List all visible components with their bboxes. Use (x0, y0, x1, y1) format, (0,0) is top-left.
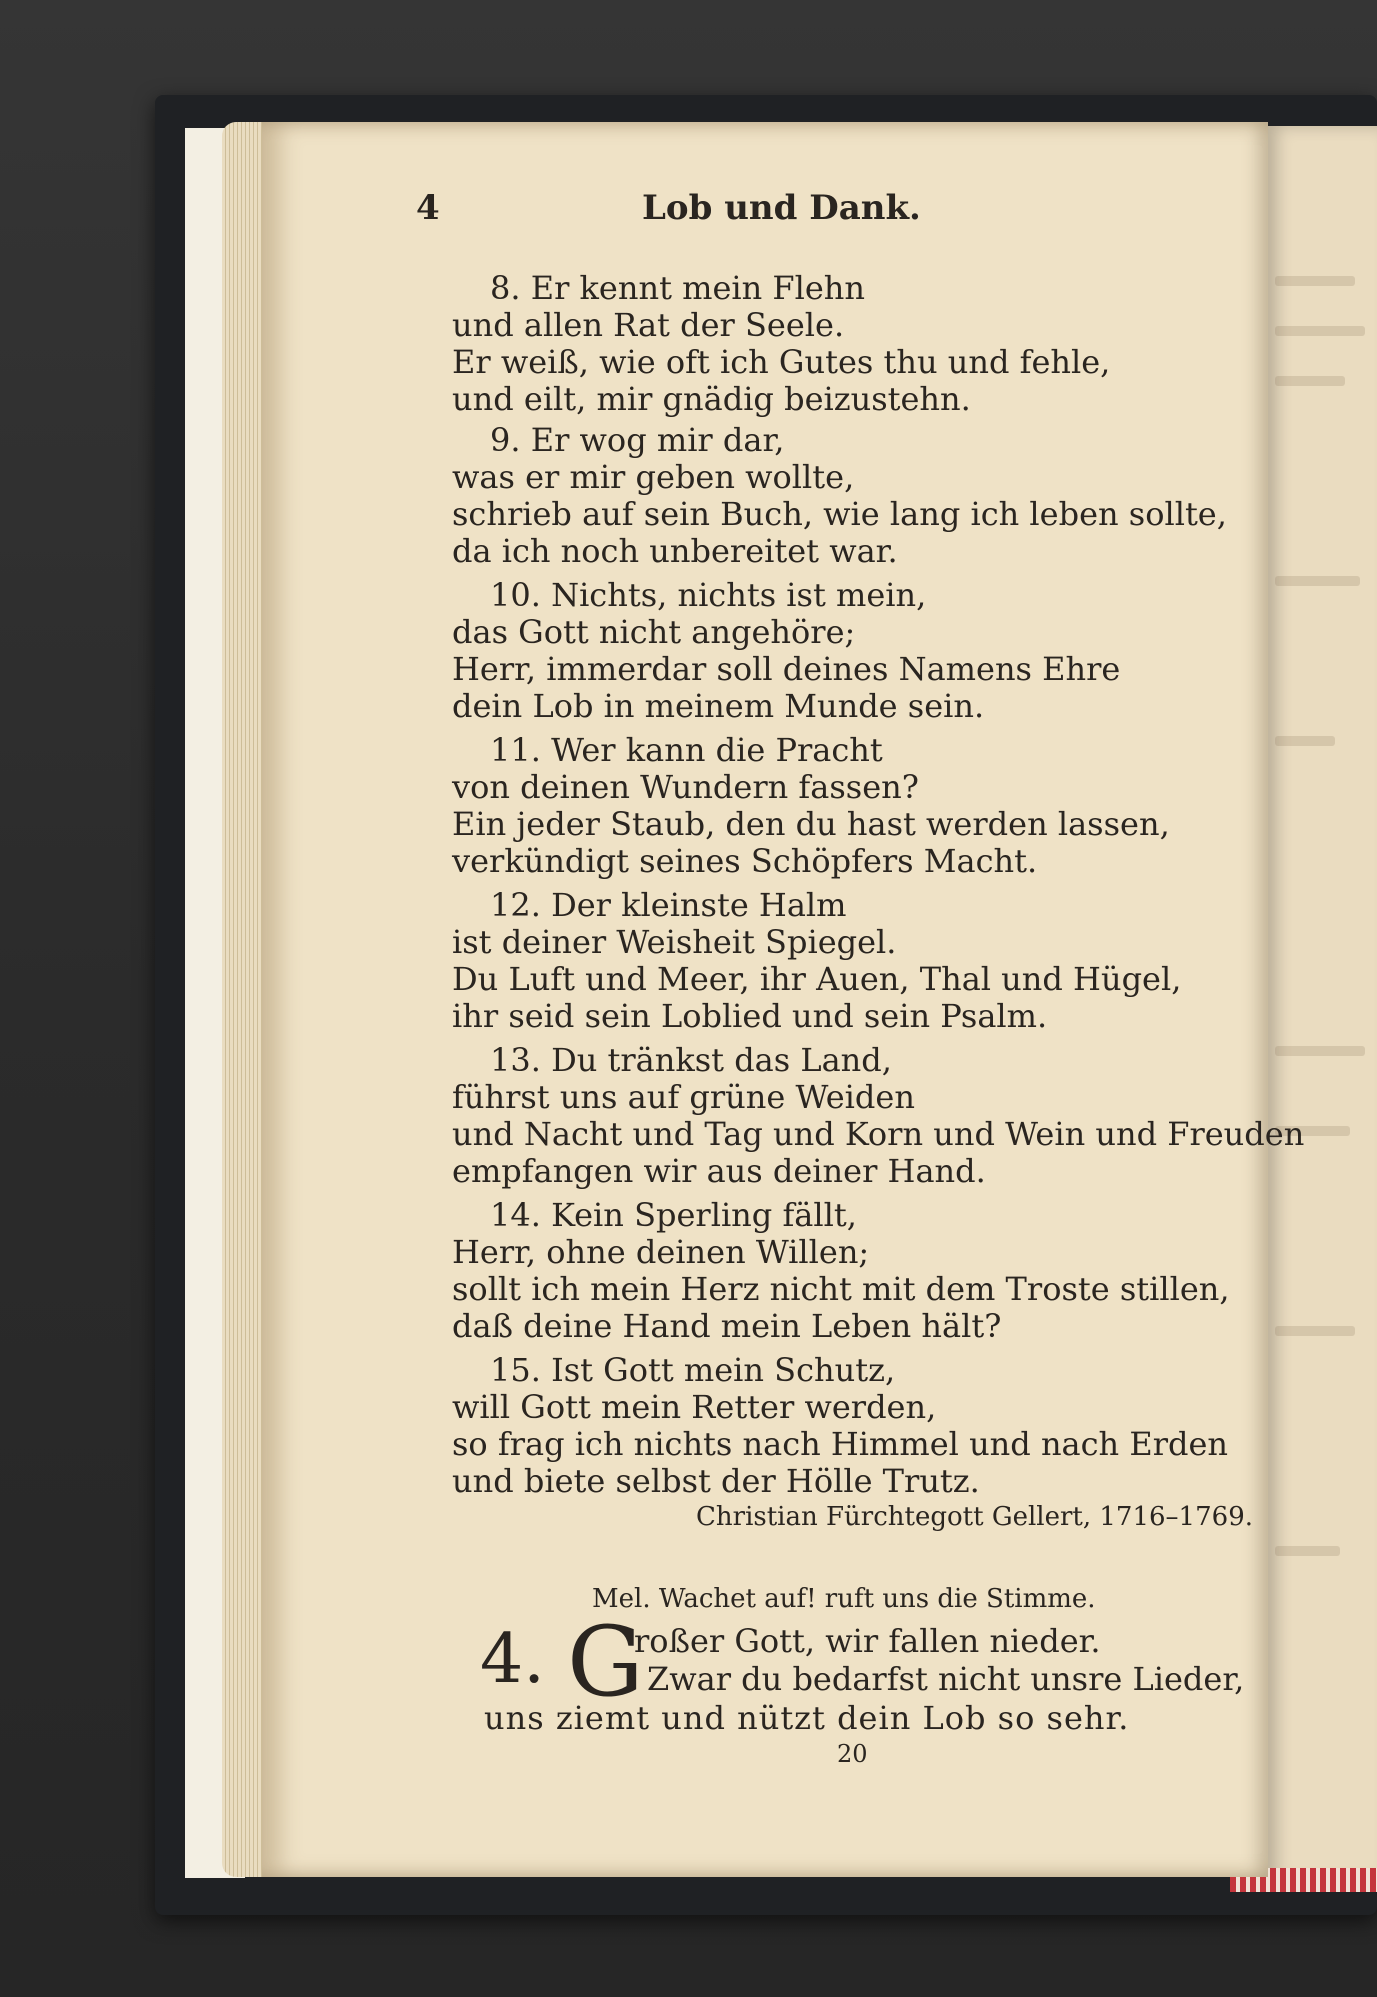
verse-line: so frag ich nichts nach Himmel und nach Erden (452, 1425, 1229, 1463)
verse-line: empfangen wir aus deiner Hand. (452, 1152, 986, 1190)
book-page (262, 122, 1305, 1877)
verse-line: und Nacht und Tag und Korn und Wein und Freuden (452, 1115, 1305, 1153)
verse-line: 11. Wer kann die Pracht (490, 731, 883, 769)
stanza-15 (452, 1352, 1228, 1500)
verse-line: Herr, ohne deinen Willen; (452, 1233, 870, 1271)
page-number: 4 (416, 188, 440, 228)
verse-line: und eilt, mir gnädig beizustehn. (452, 380, 971, 418)
verse-line: Herr, immerdar soll deines Namens Ehre (452, 650, 1121, 688)
facing-page-edge (1265, 126, 1377, 1881)
verse-line: will Gott mein Retter werden, (452, 1388, 937, 1426)
verse-line: dein Lob in meinem Munde sein. (452, 687, 985, 725)
verse-line: 15. Ist Gott mein Schutz, (490, 1351, 896, 1389)
hymn-number: 4. (480, 1620, 545, 1699)
verse-line: schrieb auf sein Buch, wie lang ich leben sollte, (452, 495, 1227, 533)
stanza-13 (452, 1042, 1304, 1190)
footer-number: 20 (837, 1740, 868, 1768)
drop-cap: G (567, 1606, 644, 1718)
verse-line: da ich noch unbereitet war. (452, 532, 898, 570)
stanza-9 (452, 422, 1227, 570)
stanza-12 (452, 887, 1181, 1035)
stanza-8 (452, 270, 1110, 418)
verse-line: sollt ich mein Herz nicht mit dem Troste stillen, (452, 1270, 1230, 1308)
author-attribution: Christian Fürchtegott Gellert, 1716–1769. (696, 1502, 1253, 1532)
verse-line: 12. Der kleinste Halm (490, 886, 847, 924)
hymn-line: uns ziemt und nützt dein Lob so sehr. (484, 1699, 1130, 1737)
verse-line: was er mir geben wollte, (452, 458, 855, 496)
verse-line: und allen Rat der Seele. (452, 306, 845, 344)
stanza-11 (452, 732, 1170, 880)
verse-line: 14. Kein Sperling fällt, (490, 1196, 857, 1234)
hymn-line: roßer Gott, wir fallen nieder. (634, 1622, 1101, 1660)
verse-line: Ein jeder Staub, den du hast werden lassen, (452, 805, 1170, 843)
stanza-14 (452, 1197, 1230, 1345)
verse-line: Er weiß, wie oft ich Gutes thu und fehle, (452, 343, 1111, 381)
verse-line: und biete selbst der Hölle Trutz. (452, 1462, 980, 1500)
verse-line: ihr seid sein Loblied und sein Psalm. (452, 997, 1048, 1035)
hymn-line: Zwar du bedarfst nicht unsre Lieder, (647, 1660, 1245, 1698)
verse-line: daß deine Hand mein Leben hält? (452, 1307, 1002, 1345)
verse-line: führst uns auf grüne Weiden (452, 1078, 915, 1116)
stanza-10 (452, 577, 1120, 725)
verse-line: ist deiner Weisheit Spiegel. (452, 923, 897, 961)
verse-line: 13. Du tränkst das Land, (490, 1041, 892, 1079)
page-header: Lob und Dank. (642, 188, 921, 228)
verse-line: von deinen Wundern fassen? (452, 768, 919, 806)
verse-line: verkündigt seines Schöpfers Macht. (452, 842, 1038, 880)
verse-line: 9. Er wog mir dar, (490, 421, 785, 459)
verse-line: Du Luft und Meer, ihr Auen, Thal und Hügel, (452, 960, 1182, 998)
verse-line: 10. Nichts, nichts ist mein, (490, 576, 927, 614)
verse-line: das Gott nicht angehöre; (452, 613, 856, 651)
verse-line: 8. Er kennt mein Flehn (490, 269, 865, 307)
melody-note: Mel. Wachet auf! ruft uns die Stimme. (592, 1584, 1096, 1614)
